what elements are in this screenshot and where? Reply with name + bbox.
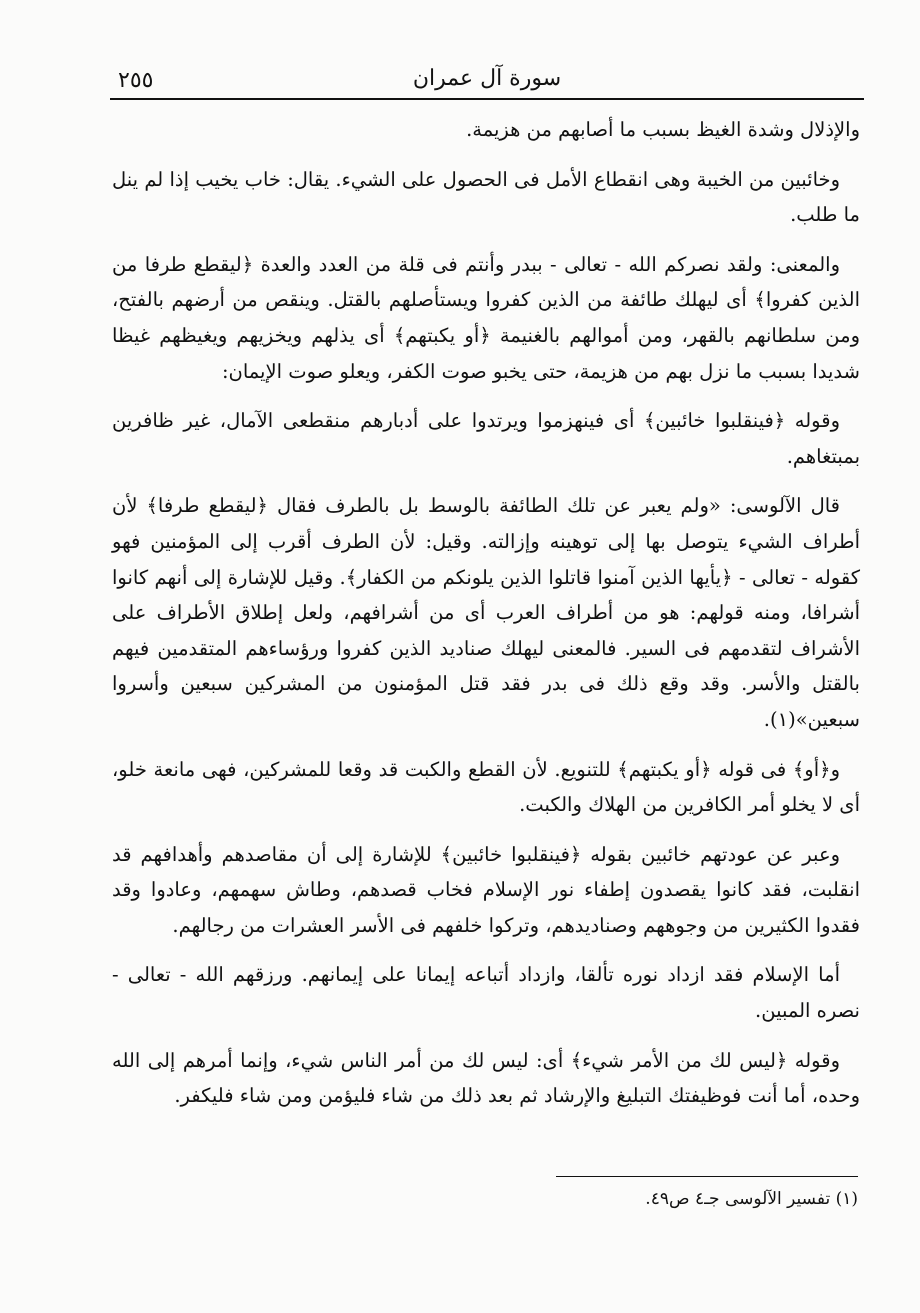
paragraph: والمعنى: ولقد نصركم الله - تعالى - ببدر وأنتم فى قلة من العدد والعدة ﴿ليقطع طرفا من الذين كفروا﴾ أى ليهلك طائفة من الذين كفروا ويستأصلهم بالقتل. وينقص من أرضهم بالفتح، ومن سلطانهم بالقهر، ومن أموالهم بالغنيمة ﴿أو يكبتهم﴾ أى يذلهم ويخزيهم ويغيظهم غيظا شديدا بسبب ما نزل بهم من هزيمة، حتى يخبو صوت الكفر، ويعلو صوت الإيمان: bbox=[112, 252, 860, 383]
surah-title: سورة آل عمران bbox=[412, 66, 562, 91]
page-number: ٢٥٥ bbox=[118, 68, 154, 93]
paragraph: أما الإسلام فقد ازداد نوره تألقا، وازداد أتباعه إيمانا على إيمانهم. ورزقهم الله - تعالى - نصره المبين. bbox=[112, 963, 860, 1023]
paragraph: قال الآلوسى: «ولم يعبر عن تلك الطائفة بالوسط بل بالطرف فقال ﴿ليقطع طرفا﴾ لأن أطراف الشيء يتوصل بها إلى توهينه وإزالته. وقيل: لأن الطرف أقرب إلى المؤمنين فهو كقوله - تعالى - ﴿يأيها الذين آمنوا قاتلوا الذين يلونكم من الكفار﴾. وقيل للإشارة إلى أنهم كانوا أشرافا، ومنه قولهم: هو من أطراف العرب أى من أشرافهم، ولعل إطلاق الأطراف على الأشراف لتقدمهم فى السير. فالمعنى ليهلك صناديد الذين كفروا ورؤساءهم المتقدمين فيهم بالقتل والأسر. وقد وقع ذلك فى بدر فقد قتل المؤمنون من المشركين سبعين وأسروا سبعين»(١). bbox=[112, 494, 860, 731]
footnote: (١) تفسير الآلوسى جـ٤ ص٤٩. bbox=[645, 1189, 858, 1209]
page-header bbox=[110, 62, 864, 98]
footnote-divider bbox=[556, 1176, 858, 1177]
paragraph: والإذلال وشدة الغيظ بسبب ما أصابهم من هزيمة. bbox=[466, 118, 860, 141]
paragraph: وقوله ﴿فينقلبوا خائبين﴾ أى فينهزموا ويرتدوا على أدبارهم منقطعى الآمال، غير ظافرين بمبتغاهم. bbox=[112, 409, 860, 468]
page-body bbox=[112, 112, 860, 1128]
paragraph: و﴿أو﴾ فى قوله ﴿أو يكبتهم﴾ للتنويع. لأن القطع والكبت قد وقعا للمشركين، فهى مانعة خلو، أى لا يخلو أمر الكافرين من الهلاك والكبت. bbox=[112, 757, 860, 817]
paragraph: وقوله ﴿ليس لك من الأمر شيء﴾ أى: ليس لك من أمر الناس شيء، وإنما أمرهم إلى الله وحده، أما أنت فوظيفتك التبليغ والإرشاد ثم بعد ذلك من شاء فليؤمن ومن شاء فليكفر. bbox=[112, 1048, 860, 1108]
header-divider bbox=[110, 98, 864, 100]
paragraph: وعبر عن عودتهم خائبين بقوله ﴿فينقلبوا خائبين﴾ للإشارة إلى أن مقاصدهم وأهدافهم قد انقلبت، فقد كانوا يقصدون إطفاء نور الإسلام فخاب قصدهم، وطاش سهمهم، وعادوا وقد فقدوا الكثيرين من وجوههم وصناديدهم، وتركوا خلفهم فى الأسر العشرات من رجالهم. bbox=[112, 842, 860, 937]
paragraph: وخائبين من الخيبة وهى انقطاع الأمل فى الحصول على الشيء. يقال: خاب يخيب إذا لم ينل ما طلب. bbox=[112, 167, 860, 227]
